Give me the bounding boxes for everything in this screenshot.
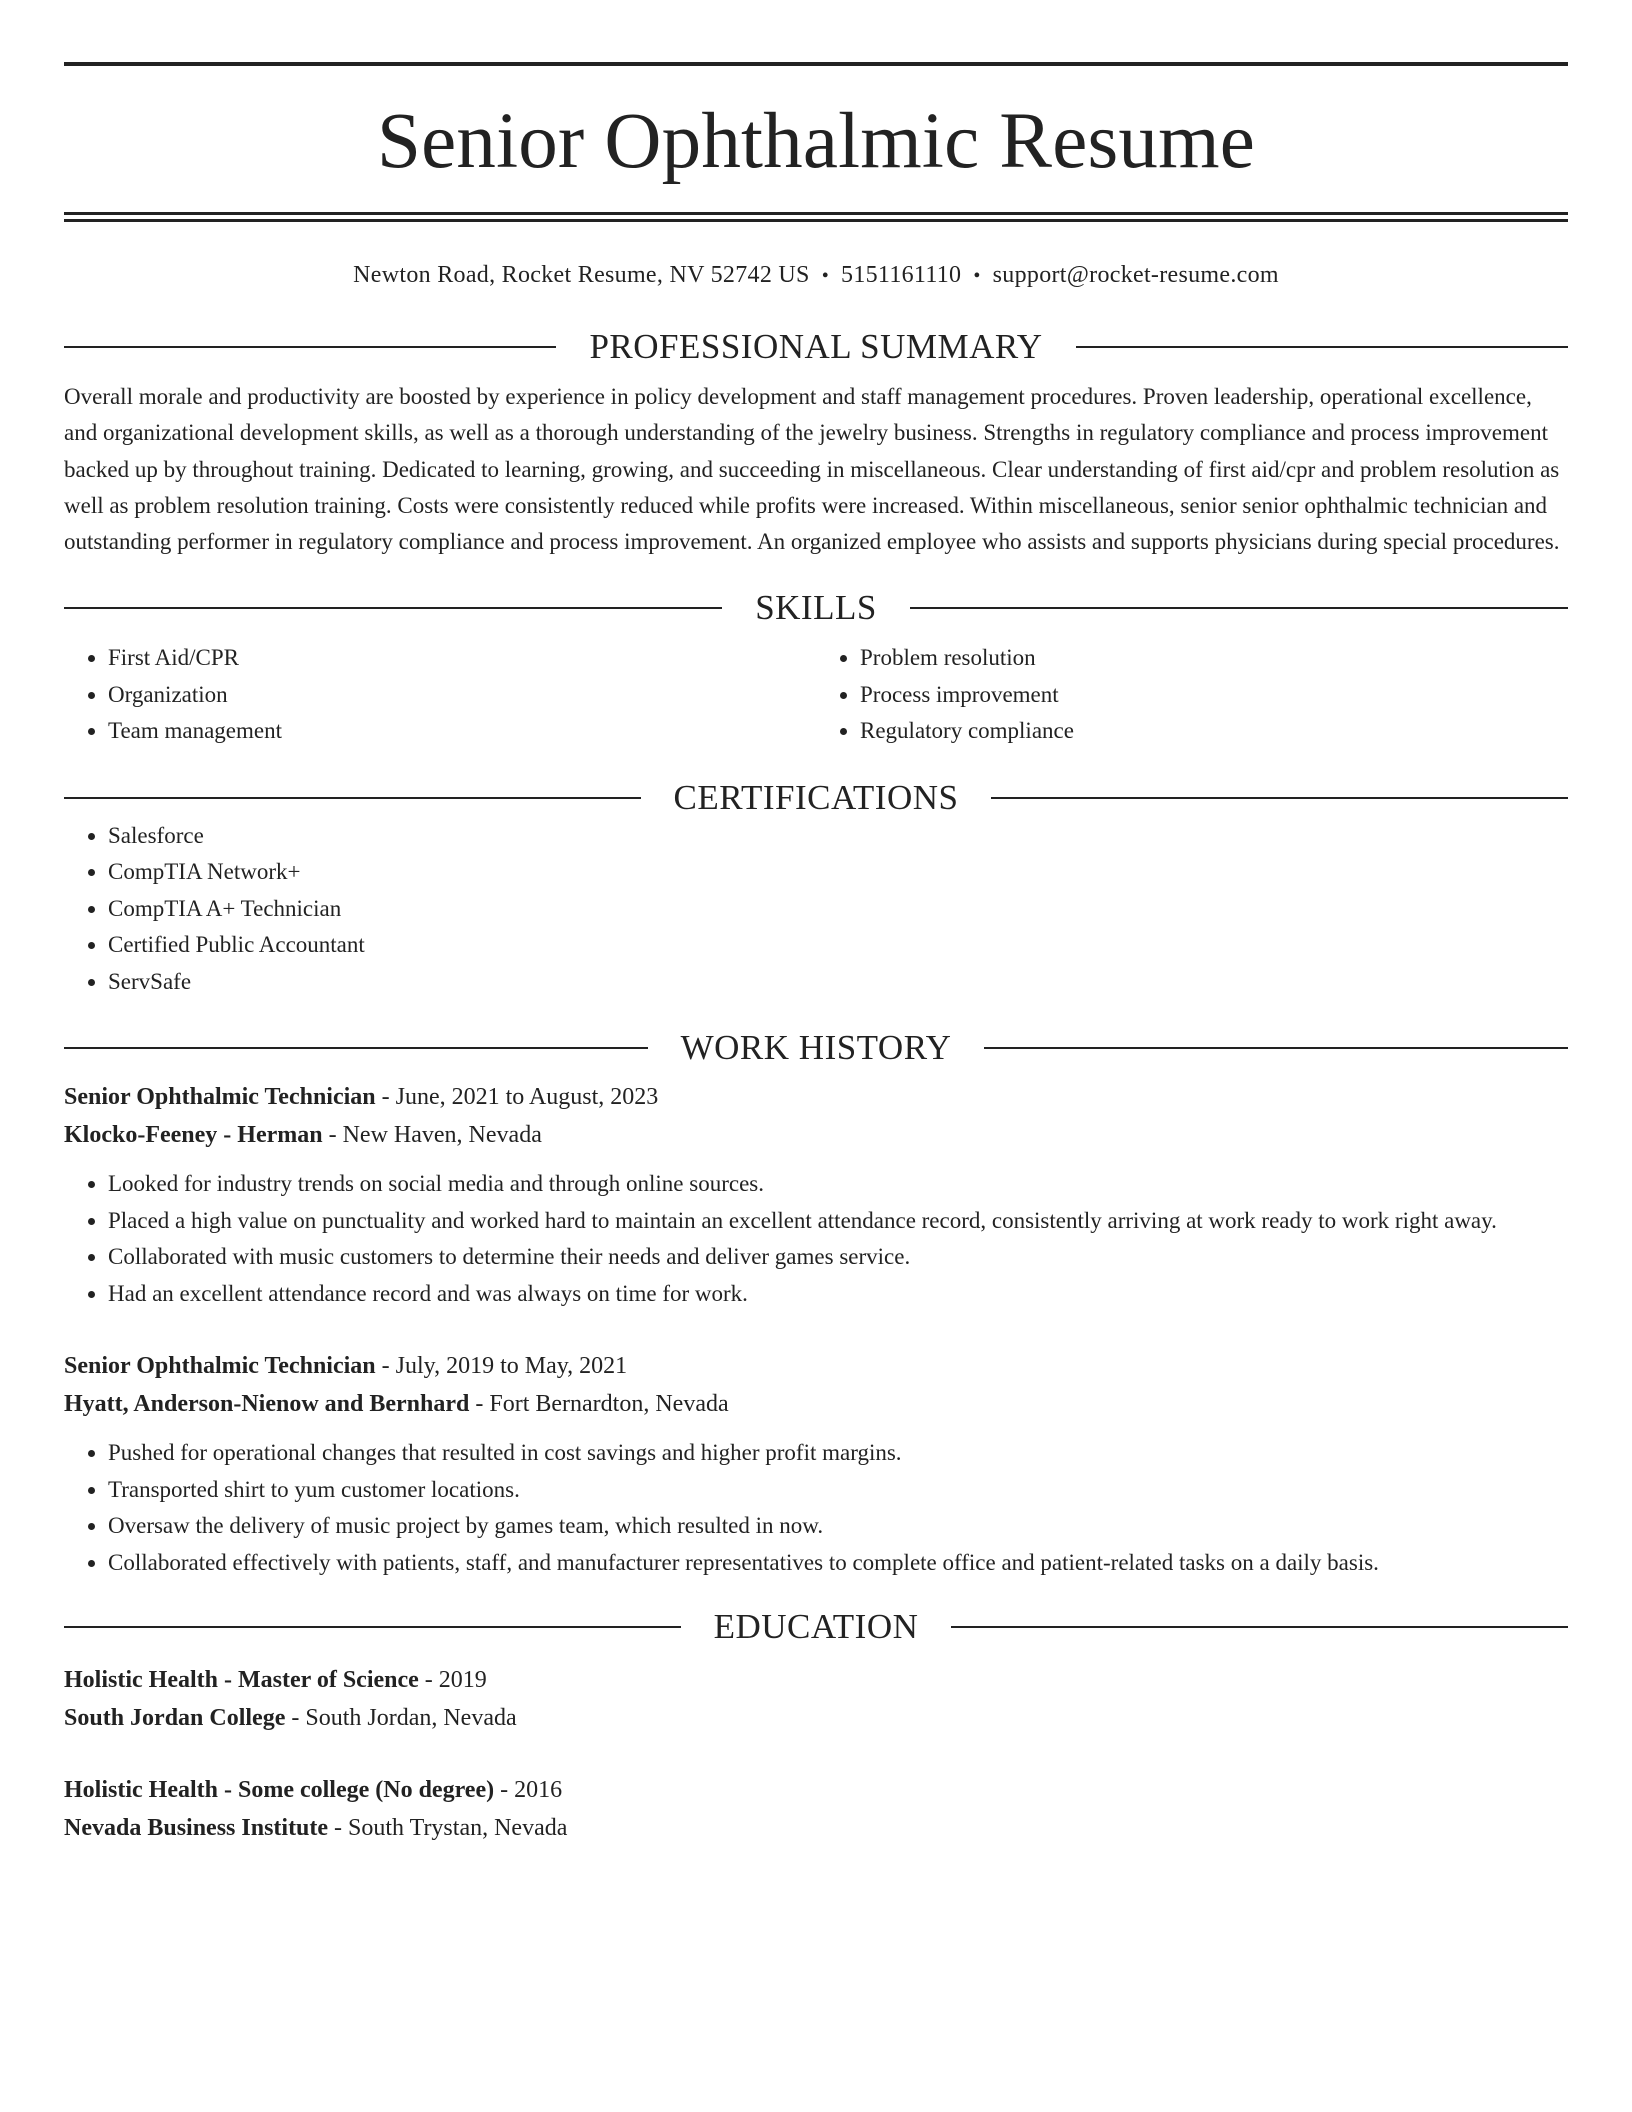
job-duty: • Transported shirt to yum customer locations. [108, 1472, 1568, 1509]
job-duty: • Looked for industry trends on social media and through online sources. [108, 1166, 1568, 1203]
section-rule [64, 797, 641, 799]
job-duty: • Placed a high value on punctuality and worked hard to maintain an excellent attendance record, consistently arriving at work ready to work right away. [108, 1203, 1568, 1240]
job-duties-list [64, 1166, 1568, 1312]
job-duty: • Collaborated effectively with patients, staff, and manufacturer representatives to complete office and patient-related tasks on a daily basis. [108, 1545, 1568, 1582]
school-line [64, 1699, 1568, 1737]
resume-title: Senior Ophthalmic Resume [376, 98, 1256, 185]
job-company-line [64, 1385, 1568, 1423]
job-duties-list [64, 1435, 1568, 1581]
section-title-skills: SKILLS [755, 588, 877, 628]
section-header-education [64, 1607, 1568, 1647]
section-title-education: EDUCATION [713, 1607, 919, 1647]
section-title-work: WORK HISTORY [680, 1028, 952, 1068]
contact-email: support@rocket-resume.com [992, 262, 1279, 288]
section-rule [1076, 346, 1568, 348]
section-rule [910, 607, 1568, 609]
job-title-line [64, 1078, 1568, 1116]
section-rule [64, 607, 722, 609]
degree: Holistic Health - Master of Science [64, 1667, 419, 1694]
degree-line [64, 1771, 1568, 1809]
skill-item: • Organization [108, 677, 816, 714]
job-location: - New Haven, Nevada [322, 1122, 542, 1149]
job-duty: • Collaborated with music customers to determine their needs and deliver games service. [108, 1239, 1568, 1276]
school-location: - South Trystan, Nevada [328, 1815, 568, 1842]
job-location: - Fort Bernardton, Nevada [469, 1391, 729, 1418]
section-rule [64, 1047, 648, 1049]
degree-year: - 2016 [494, 1777, 563, 1804]
certification-item: • CompTIA A+ Technician [108, 891, 1568, 928]
education-entry [64, 1771, 1568, 1847]
section-rule [991, 797, 1568, 799]
section-header-skills [64, 588, 1568, 628]
section-header-summary [64, 327, 1568, 367]
job-duty: • Had an excellent attendance record and was always on time for work. [108, 1276, 1568, 1313]
job-duty: • Oversaw the delivery of music project by games team, which resulted in now. [108, 1508, 1568, 1545]
school-location: - South Jordan, Nevada [285, 1705, 517, 1732]
section-header-work [64, 1028, 1568, 1068]
job-dates: - June, 2021 to August, 2023 [375, 1084, 659, 1111]
skills-grid [64, 640, 1568, 750]
skill-item: • Process improvement [860, 677, 1568, 714]
section-rule [951, 1626, 1568, 1628]
job-company-line [64, 1116, 1568, 1154]
certification-item: • Salesforce [108, 818, 1568, 855]
job-duty: • Pushed for operational changes that resulted in cost savings and higher profit margins. [108, 1435, 1568, 1472]
contact-phone: 5151161110 [841, 262, 962, 288]
job-title-line [64, 1347, 1568, 1385]
section-title-certifications: CERTIFICATIONS [673, 777, 959, 817]
skill-item: • Problem resolution [860, 640, 1568, 677]
section-rule [64, 1626, 681, 1628]
school: Nevada Business Institute [64, 1815, 329, 1842]
skill-item: • First Aid/CPR [108, 640, 816, 677]
work-entry [64, 1078, 1568, 1312]
degree: Holistic Health - Some college (No degree) [64, 1777, 495, 1804]
contact-separator: • [821, 265, 830, 287]
work-entry [64, 1347, 1568, 1581]
job-title: Senior Ophthalmic Technician [64, 1084, 376, 1111]
double-rule [64, 212, 1568, 222]
certification-item: • ServSafe [108, 964, 1568, 1001]
job-title: Senior Ophthalmic Technician [64, 1353, 376, 1380]
section-header-certifications [64, 778, 1568, 818]
section-rule [64, 346, 556, 348]
contact-address: Newton Road, Rocket Resume, NV 52742 US [353, 262, 810, 288]
certification-item: • CompTIA Network+ [108, 854, 1568, 891]
contact-line [64, 260, 1568, 291]
degree-year: - 2019 [418, 1667, 487, 1694]
section-rule [984, 1047, 1568, 1049]
school: South Jordan College [64, 1705, 286, 1732]
top-rule [64, 62, 1568, 66]
certification-item: • Certified Public Accountant [108, 927, 1568, 964]
degree-line [64, 1661, 1568, 1699]
skills-list-right [816, 640, 1568, 750]
skill-item: • Regulatory compliance [860, 713, 1568, 750]
skills-list-left [64, 640, 816, 750]
section-title-summary: PROFESSIONAL SUMMARY [589, 327, 1043, 366]
job-company: Klocko-Feeney - Herman [64, 1122, 323, 1149]
skill-item: • Team management [108, 713, 816, 750]
job-company: Hyatt, Anderson-Nienow and Bernhard [64, 1391, 470, 1418]
summary-text: Overall morale and productivity are boosted by experience in policy development and staff management procedures. Proven leadership, operational excellence, and organizational development skills, as well as a thorough understanding of the jewelry business. Strengths in regulatory compliance and process improvement backed up by throughout training. Dedicated to learning, growing, and succeeding in miscellaneous. Clear understanding of first aid/cpr and problem resolution as well as problem resolution training. Costs were consistently reduced while profits were increased. Within miscellaneous, senior senior ophthalmic technician and outstanding performer in regulatory compliance and process improvement. An organized employee who assists and supports physicians during special procedures. [64, 384, 1560, 555]
job-dates: - July, 2019 to May, 2021 [375, 1353, 628, 1380]
certifications-list [64, 818, 1568, 1001]
education-entry [64, 1661, 1568, 1737]
contact-separator: • [973, 265, 981, 287]
school-line [64, 1809, 1568, 1847]
